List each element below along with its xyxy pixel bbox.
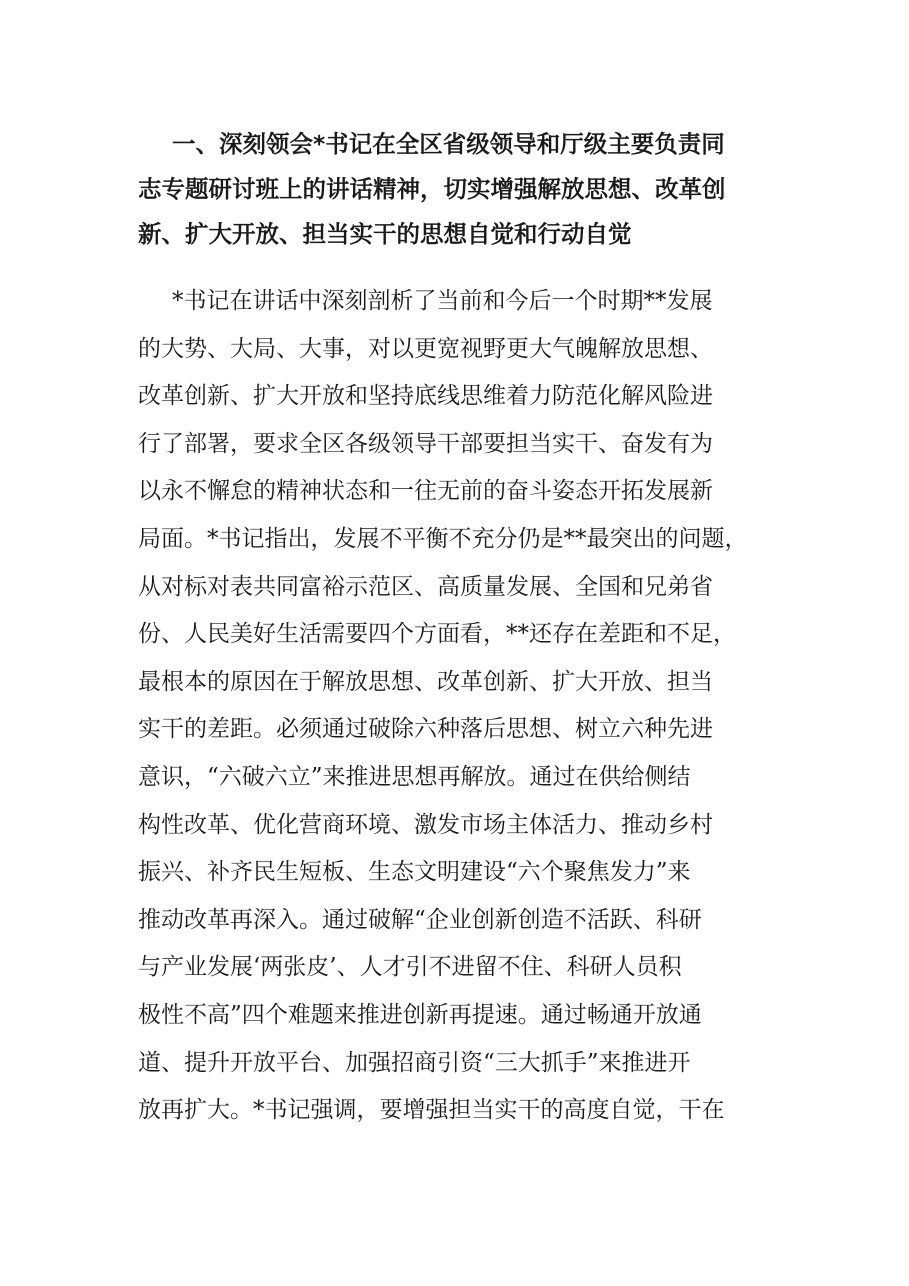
body-line: 从对标对表共同富裕示范区、高质量发展、全国和兄弟省: [138, 573, 713, 600]
body-line: 以永不懈怠的精神状态和一往无前的奋斗姿态开拓发展新: [138, 478, 713, 505]
body-line: 意识，“六破六立”来推进思想再解放。通过在供给侧结: [138, 763, 691, 790]
heading-line: 新、扩大开放、担当实干的思想自觉和行动自觉: [138, 220, 632, 248]
body-line: 极性不高”四个难题来推进创新再提速。通过畅通开放通: [138, 1001, 702, 1028]
body-line: 实干的差距。必须通过破除六种落后思想、树立六种先进: [138, 716, 713, 743]
body-line: 最根本的原因在于解放思想、改革创新、扩大开放、担当: [138, 668, 713, 695]
body-line: 道、提升开放平台、加强招商引资“三大抓手”来推进开: [138, 1049, 691, 1076]
section-heading: [138, 122, 774, 257]
body-line: 份、人民美好生活需要四个方面看，**还存在差距和不足，: [138, 621, 736, 648]
body-line: 改革创新、扩大开放和坚持底线思维着力防范化解风险进: [138, 383, 713, 410]
body-line: 构性改革、优化营商环境、激发市场主体活力、推动乡村: [138, 811, 713, 838]
body-line: 的大势、大局、大事，对以更宽视野更大气魄解放思想、: [138, 335, 713, 362]
heading-line: 志专题研讨班上的讲话精神，切实增强解放思想、改革创: [138, 175, 726, 203]
body-line: 与产业发展‘两张皮’、人才引不进留不住、科研人员积: [138, 954, 682, 981]
body-line: 推动改革再深入。通过破解“企业创新创造不活跃、科研: [138, 906, 702, 933]
body-line: 行了部署，要求全区各级领导干部要担当实干、奋发有为: [138, 430, 713, 457]
body-line: 局面。*书记指出，发展不平衡不充分仍是**最突出的问题，: [138, 525, 748, 552]
heading-line: 一、深刻领会*书记在全区省级领导和厅级主要负责同: [172, 130, 725, 158]
body-line: *书记在讲话中深刻剖析了当前和今后一个时期**发展: [172, 288, 713, 314]
body-line: 放再扩大。*书记强调，要增强担当实干的高度自觉，干在: [138, 1097, 725, 1124]
body-paragraph: [138, 278, 778, 1135]
body-line: 振兴、补齐民生短板、生态文明建设“六个聚焦发力”来: [138, 859, 691, 886]
